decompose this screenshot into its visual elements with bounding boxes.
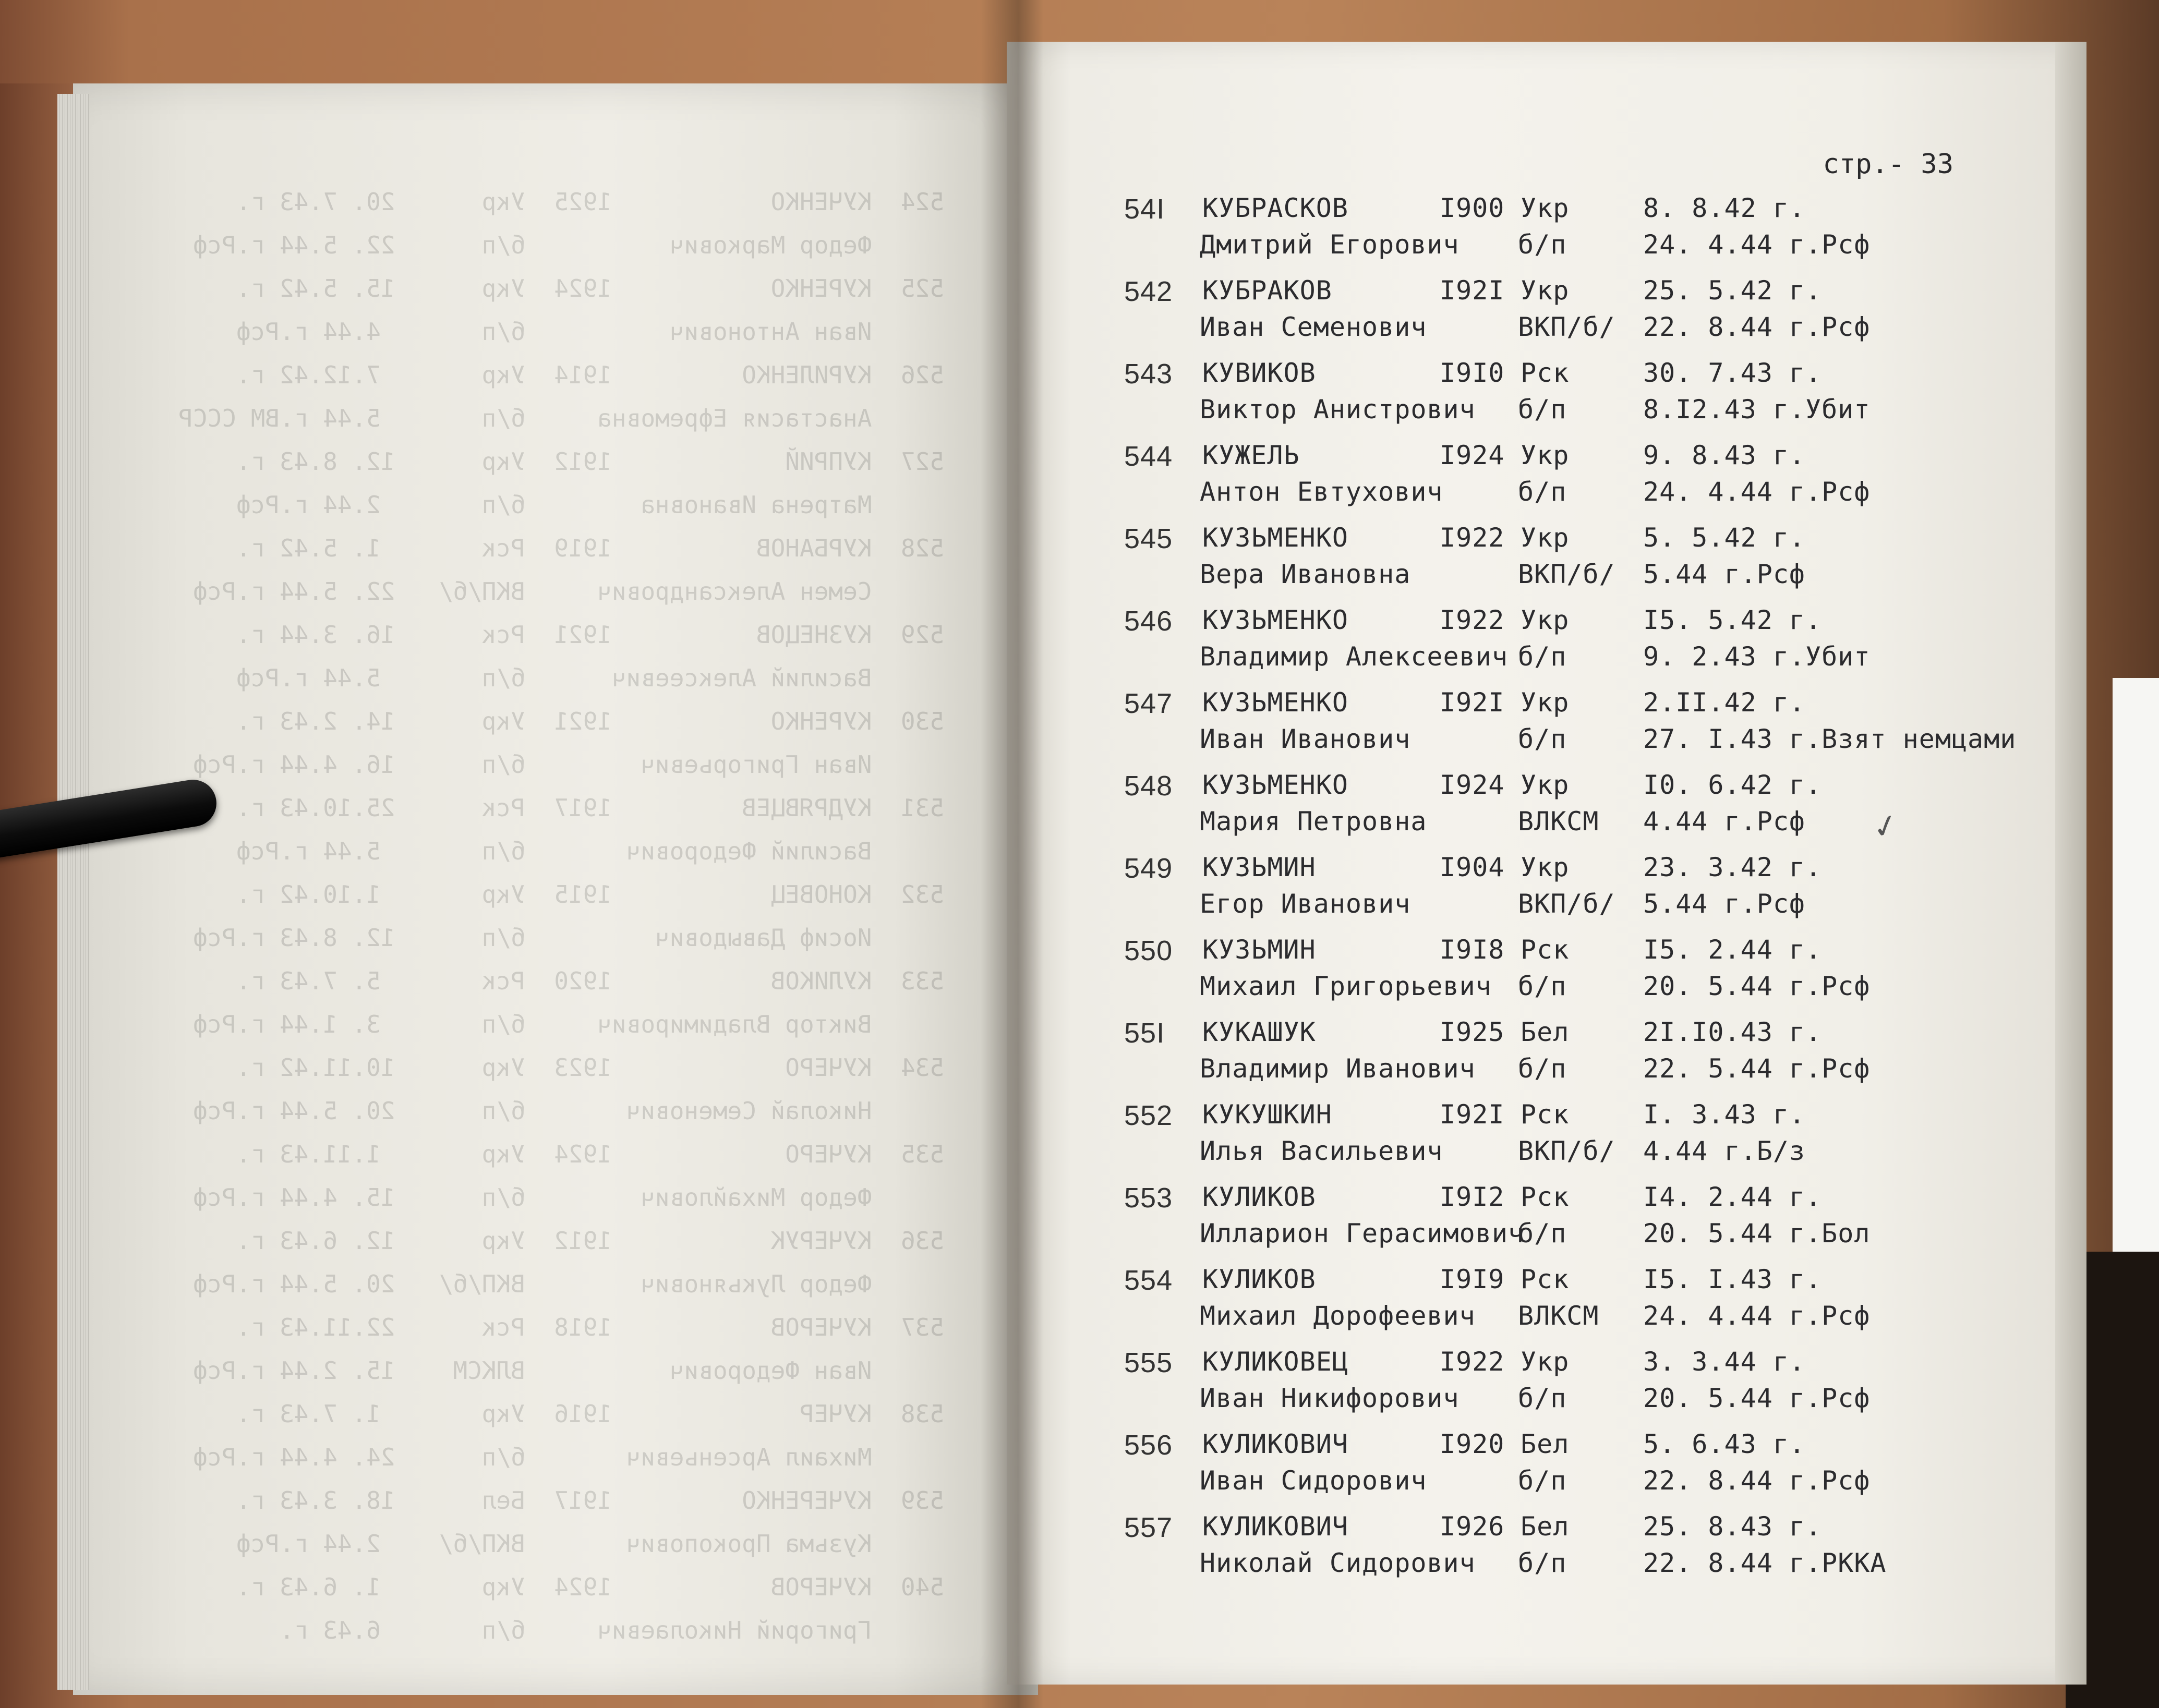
entry-leave-date: 20. 5.44 г.Бол <box>1643 1218 1871 1249</box>
entry-nationality: Укр <box>1521 852 1570 882</box>
bleed-line: Иван Григорьевич б/п 16. 4.44 г.Рсф <box>192 750 944 779</box>
entry-given-names: Дмитрий Егорович <box>1200 229 1460 260</box>
entry-party: б/п <box>1518 641 1567 672</box>
entry-party: б/п <box>1518 1465 1567 1496</box>
entry-enlisted-date: 25. 5.42 г. <box>1643 275 1822 306</box>
entry-given-names: Михаил Григорьевич <box>1200 971 1492 1001</box>
entry-enlisted-date: 5. 5.42 г. <box>1643 523 1806 553</box>
entry-given-names: Иван Никифорович <box>1200 1383 1460 1413</box>
page-stack <box>57 94 89 1690</box>
bleed-line: 524 КУЧЕНКО 1925 Укр 20. 7.43 г. <box>236 188 944 216</box>
bleed-line: Семен Александрович ВКП/б/ 22. 5.44 г.Рсф <box>192 577 944 605</box>
entry-nationality: Бел <box>1521 1017 1570 1047</box>
entry-enlisted-date: 5. 6.43 г. <box>1643 1429 1806 1459</box>
right-page <box>1007 42 2071 1685</box>
entry-leave-date: 9. 2.43 г.Убит <box>1643 641 1871 672</box>
bleed-line: Василий Федорович б/п 5.44 г.Рсф <box>236 837 944 865</box>
register-entry <box>1007 687 2050 760</box>
entry-number: 556 <box>1124 1430 1173 1461</box>
left-page <box>73 83 1038 1695</box>
entry-number: 548 <box>1124 770 1173 802</box>
entry-surname: КУКАШУК <box>1202 1017 1316 1047</box>
entry-number: 554 <box>1124 1265 1173 1296</box>
bleed-line: 528 КУРБАНОВ 1919 Рск 1. 5.42 г. <box>236 534 944 562</box>
entry-surname: КУБРАСКОВ <box>1202 193 1348 223</box>
entry-enlisted-date: 2.II.42 г. <box>1643 687 1806 718</box>
entry-party: ВКП/б/ <box>1518 312 1615 342</box>
entry-enlisted-date: I. 3.43 г. <box>1643 1099 1806 1130</box>
entry-surname: КУЗЬМИН <box>1202 935 1316 965</box>
entry-birth-year: I9I0 <box>1440 358 1505 388</box>
entry-surname: КУЗЬМЕНКО <box>1202 523 1348 553</box>
bleed-line: 526 КУРИЛЕНКО 1914 Укр 7.12.42 г. <box>236 361 944 389</box>
entry-birth-year: I92I <box>1440 687 1505 718</box>
entry-surname: КУБРАКОВ <box>1202 275 1332 306</box>
bleed-line: 534 КУЧЕРО 1923 Укр 10.11.42 г. <box>236 1053 944 1082</box>
entry-enlisted-date: I5. I.43 г. <box>1643 1264 1822 1294</box>
entry-birth-year: I924 <box>1440 770 1505 800</box>
bleed-line: 532 КОНОВЕЦ 1915 Укр 1.10.42 г. <box>236 880 944 908</box>
entry-surname: КУЛИКОВ <box>1202 1264 1316 1294</box>
entry-number: 545 <box>1124 523 1173 554</box>
entry-surname: КУВИКОВ <box>1202 358 1316 388</box>
entry-leave-date: 4.44 г.Б/з <box>1643 1136 1806 1166</box>
entry-birth-year: I900 <box>1440 193 1505 223</box>
entry-party: ВКП/б/ <box>1518 889 1615 919</box>
bleed-line: Иван Антонович б/п 4.44 г.Рсф <box>236 318 944 346</box>
entry-nationality: Бел <box>1521 1429 1570 1459</box>
register-entry <box>1007 1264 2050 1337</box>
bleed-line: 525 КУРЕНКО 1924 Укр 15. 5.42 г. <box>236 274 944 302</box>
entry-given-names: Виктор Анистрович <box>1200 394 1476 425</box>
bleed-line: 540 КУЧЕРОВ 1924 Укр 1. 6.43 г. <box>236 1573 944 1601</box>
register-entry <box>1007 1182 2050 1255</box>
loose-sheet <box>2113 678 2159 1252</box>
entry-surname: КУКУШКИН <box>1202 1099 1332 1130</box>
entry-enlisted-date: I0. 6.42 г. <box>1643 770 1822 800</box>
entry-party: ВЛКСМ <box>1518 1301 1599 1331</box>
entry-party: б/п <box>1518 724 1567 754</box>
entry-party: б/п <box>1518 477 1567 507</box>
entry-leave-date: 20. 5.44 г.Рсф <box>1643 1383 1871 1413</box>
entry-number: 542 <box>1124 276 1173 307</box>
bleed-through-text <box>73 83 1038 1695</box>
bleed-line: 533 КУЛИКОВ 1920 Рск 5. 7.43 г. <box>236 967 944 995</box>
entry-birth-year: I922 <box>1440 523 1505 553</box>
entry-enlisted-date: 30. 7.43 г. <box>1643 358 1822 388</box>
entry-nationality: Рск <box>1521 358 1570 388</box>
entry-leave-date: 24. 4.44 г.Рсф <box>1643 1301 1871 1331</box>
bleed-line: Василий Алексеевич б/п 5.44 г.Рсф <box>236 664 944 692</box>
entry-number: 550 <box>1124 935 1173 966</box>
entry-surname: КУЗЬМЕНКО <box>1202 605 1348 635</box>
entry-leave-date: 22. 5.44 г.Рсф <box>1643 1053 1871 1084</box>
entry-number: 549 <box>1124 853 1173 884</box>
bleed-line: 539 КУЧЕРЕНКО 1917 Бел 18. 3.43 г. <box>236 1486 944 1515</box>
entry-surname: КУЗЬМИН <box>1202 852 1316 882</box>
entry-party: б/п <box>1518 1383 1567 1413</box>
entry-surname: КУЗЬМЕНКО <box>1202 770 1348 800</box>
entry-number: 555 <box>1124 1347 1173 1378</box>
entry-nationality: Укр <box>1521 770 1570 800</box>
entry-enlisted-date: 8. 8.42 г. <box>1643 193 1806 223</box>
entry-nationality: Бел <box>1521 1511 1570 1542</box>
entry-enlisted-date: 2I.I0.43 г. <box>1643 1017 1822 1047</box>
register-entry <box>1007 440 2050 513</box>
entry-leave-date: 4.44 г.Рсф <box>1643 806 1806 837</box>
entry-birth-year: I92I <box>1440 1099 1505 1130</box>
entry-number: 543 <box>1124 358 1173 390</box>
entry-nationality: Рск <box>1521 1264 1570 1294</box>
register-entry <box>1007 1347 2050 1420</box>
entry-given-names: Владимир Алексеевич <box>1200 641 1508 672</box>
entry-nationality: Укр <box>1521 523 1570 553</box>
entry-number: 547 <box>1124 688 1173 719</box>
entry-party: ВКП/б/ <box>1518 1136 1615 1166</box>
register-entry <box>1007 358 2050 431</box>
entry-given-names: Владимир Иванович <box>1200 1053 1476 1084</box>
entry-party: б/п <box>1518 971 1567 1001</box>
entry-given-names: Мария Петровна <box>1200 806 1427 837</box>
bleed-line: Кузьма Прокопович ВКП/б/ 2.44 г.Рсф <box>236 1530 944 1558</box>
entry-party: б/п <box>1518 1548 1567 1578</box>
entry-given-names: Иван Сидорович <box>1200 1465 1427 1496</box>
entry-leave-date: 22. 8.44 г.Рсф <box>1643 1465 1871 1496</box>
register-entry <box>1007 523 2050 596</box>
bleed-line: Михаил Арсеньевич б/п 24. 4.44 г.Рсф <box>192 1443 944 1471</box>
entry-leave-date: 5.44 г.Рсф <box>1643 889 1806 919</box>
entry-surname: КУЛИКОВИЧ <box>1202 1511 1348 1542</box>
entry-party: б/п <box>1518 1218 1567 1249</box>
entry-birth-year: I922 <box>1440 1347 1505 1377</box>
entry-given-names: Илья Васильевич <box>1200 1136 1443 1166</box>
entry-number: 546 <box>1124 605 1173 637</box>
entry-number: 544 <box>1124 441 1173 472</box>
bleed-line: Федор Лукьянович ВКП/б/ 20. 5.44 г.Рсф <box>192 1270 944 1298</box>
entry-surname: КУЖЕЛЬ <box>1202 440 1300 470</box>
entry-given-names: Вера Ивановна <box>1200 559 1411 589</box>
bleed-line: 530 КУРЕНКО 1921 Укр 14. 2.43 г. <box>236 707 944 735</box>
entry-leave-date: 22. 8.44 г.Рсф <box>1643 312 1871 342</box>
entry-given-names: Антон Евтухович <box>1200 477 1443 507</box>
bleed-line: Федор Михайлович б/п 15. 4.44 г.Рсф <box>192 1183 944 1212</box>
entry-given-names: Егор Иванович <box>1200 889 1411 919</box>
entry-leave-date: 24. 4.44 г.Рсф <box>1643 477 1871 507</box>
entry-nationality: Укр <box>1521 1347 1570 1377</box>
entry-party: б/п <box>1518 229 1567 260</box>
entry-birth-year: I922 <box>1440 605 1505 635</box>
book-gutter <box>981 0 1043 1708</box>
entry-birth-year: I920 <box>1440 1429 1505 1459</box>
bleed-line: 531 КУДРЯВЦЕВ 1917 Рск 25.10.43 г. <box>236 794 944 822</box>
entry-leave-date: 5.44 г.Рсф <box>1643 559 1806 589</box>
entry-leave-date: 8.I2.43 г.Убит <box>1643 394 1871 425</box>
bleed-line: 527 КУПРИЙ 1912 Укр 12. 8.43 г. <box>236 447 944 476</box>
entry-birth-year: I926 <box>1440 1511 1505 1542</box>
entry-surname: КУЛИКОВИЧ <box>1202 1429 1348 1459</box>
entry-given-names: Иван Семенович <box>1200 312 1427 342</box>
entry-birth-year: I924 <box>1440 440 1505 470</box>
entry-nationality: Рск <box>1521 1099 1570 1130</box>
entry-party: б/п <box>1518 394 1567 425</box>
entry-birth-year: I904 <box>1440 852 1505 882</box>
entry-enlisted-date: I5. 2.44 г. <box>1643 935 1822 965</box>
entry-leave-date: 24. 4.44 г.Рсф <box>1643 229 1871 260</box>
entry-enlisted-date: I4. 2.44 г. <box>1643 1182 1822 1212</box>
entry-party: б/п <box>1518 1053 1567 1084</box>
entry-number: 54I <box>1124 193 1165 225</box>
bleed-line: Григорий Николаевич б/п 6.43 г. <box>280 1616 944 1644</box>
register-entry <box>1007 1099 2050 1172</box>
entry-number: 557 <box>1124 1512 1173 1543</box>
entry-enlisted-date: 3. 3.44 г. <box>1643 1347 1806 1377</box>
entry-leave-date: 27. I.43 г.Взят немцами <box>1643 724 2017 754</box>
entry-party: ВЛКСМ <box>1518 806 1599 837</box>
register-entry <box>1007 935 2050 1008</box>
entry-surname: КУЗЬМЕНКО <box>1202 687 1348 718</box>
checkmark: ✓ <box>1868 805 1903 848</box>
bleed-line: 538 КУЧЕР 1916 Укр 1. 7.43 г. <box>236 1400 944 1428</box>
entry-enlisted-date: I5. 5.42 г. <box>1643 605 1822 635</box>
bleed-line: Анастасия Ефремовна б/п 5.44 г.ВМ СССР <box>178 404 944 432</box>
bleed-line: 537 КУЧЕРОВ 1918 Рск 22.11.43 г. <box>236 1313 944 1341</box>
entry-nationality: Укр <box>1521 687 1570 718</box>
bleed-line: Федор Маркович б/п 22. 5.44 г.Рсф <box>192 231 944 259</box>
bleed-line: Виктор Владимирович б/п 3. 1.44 г.Рсф <box>192 1010 944 1038</box>
entry-nationality: Укр <box>1521 275 1570 306</box>
entry-nationality: Укр <box>1521 440 1570 470</box>
entry-surname: КУЛИКОВ <box>1202 1182 1316 1212</box>
entry-number: 55I <box>1124 1017 1165 1049</box>
bleed-line: Иван Федорович ВЛКСМ 15. 2.44 г.Рсф <box>192 1356 944 1385</box>
entry-number: 553 <box>1124 1182 1173 1214</box>
right-page-edge <box>2055 42 2086 1685</box>
entry-birth-year: I92I <box>1440 275 1505 306</box>
entry-enlisted-date: 25. 8.43 г. <box>1643 1511 1822 1542</box>
entry-given-names: Илларион Герасимович <box>1200 1218 1525 1249</box>
entry-nationality: Рск <box>1521 935 1570 965</box>
entry-given-names: Николай Сидорович <box>1200 1548 1476 1578</box>
register-entry <box>1007 193 2050 266</box>
entry-birth-year: I925 <box>1440 1017 1505 1047</box>
bleed-line: Иосиф Давыдович б/п 12. 8.43 г.Рсф <box>192 924 944 952</box>
entry-birth-year: I9I8 <box>1440 935 1505 965</box>
entry-nationality: Укр <box>1521 605 1570 635</box>
entry-leave-date: 22. 8.44 г.РККА <box>1643 1548 1887 1578</box>
entry-birth-year: I9I9 <box>1440 1264 1505 1294</box>
entry-nationality: Рск <box>1521 1182 1570 1212</box>
entry-given-names: Иван Иванович <box>1200 724 1411 754</box>
bleed-line: 535 КУЧЕРО 1924 Укр 1.11.43 г. <box>236 1140 944 1168</box>
entry-number: 552 <box>1124 1100 1173 1131</box>
entry-leave-date: 20. 5.44 г.Рсф <box>1643 971 1871 1001</box>
entry-nationality: Укр <box>1521 193 1570 223</box>
register-entry <box>1007 1017 2050 1090</box>
register-entry <box>1007 1511 2050 1584</box>
bleed-line: 529 КУЗНЕЦОВ 1921 Рск 16. 3.44 г. <box>236 621 944 649</box>
bleed-line: 536 КУЧЕРУК 1912 Укр 12. 6.43 г. <box>236 1227 944 1255</box>
register-entry <box>1007 275 2050 348</box>
page-number: стр.- 33 <box>1823 149 1953 180</box>
register-entry <box>1007 605 2050 678</box>
entry-party: ВКП/б/ <box>1518 559 1615 589</box>
entry-enlisted-date: 23. 3.42 г. <box>1643 852 1822 882</box>
bleed-line: Матрена Ивановна б/п 2.44 г.Рсф <box>236 491 944 519</box>
register-entry <box>1007 852 2050 925</box>
entry-surname: КУЛИКОВЕЦ <box>1202 1347 1348 1377</box>
bleed-line: Николай Семенович б/п 20. 5.44 г.Рсф <box>192 1097 944 1125</box>
entry-enlisted-date: 9. 8.43 г. <box>1643 440 1806 470</box>
register-entry <box>1007 1429 2050 1502</box>
entry-birth-year: I9I2 <box>1440 1182 1505 1212</box>
entry-given-names: Михаил Дорофеевич <box>1200 1301 1476 1331</box>
